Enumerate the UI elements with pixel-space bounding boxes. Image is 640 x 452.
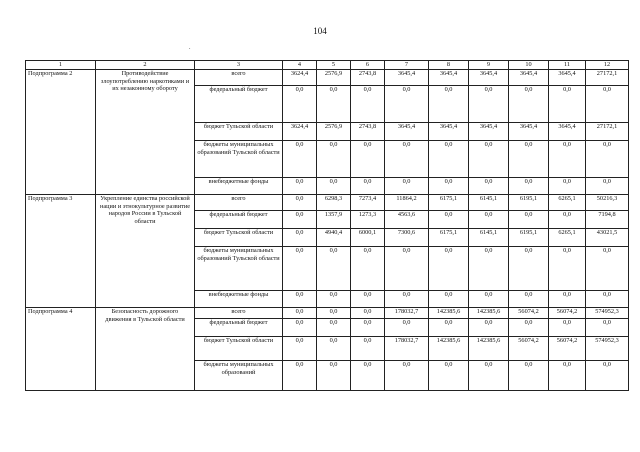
amount-cell: 0,0 — [549, 141, 586, 178]
amount-cell: 0,0 — [469, 319, 509, 337]
amount-cell: 50216,3 — [586, 195, 629, 211]
amount-cell: 11864,2 — [385, 195, 429, 211]
amount-cell: 3645,4 — [429, 123, 469, 141]
amount-cell: 3624,4 — [283, 70, 317, 86]
funding-source: внебюджетные фонды — [195, 178, 283, 195]
amount-cell: 6145,1 — [469, 195, 509, 211]
amount-cell: 2743,8 — [351, 123, 385, 141]
amount-cell: 0,0 — [283, 86, 317, 123]
column-number: 9 — [469, 61, 509, 70]
amount-cell: 0,0 — [549, 247, 586, 291]
funding-source: всего — [195, 70, 283, 86]
amount-cell: 6000,1 — [351, 229, 385, 247]
amount-cell: 0,0 — [385, 86, 429, 123]
amount-cell: 6175,1 — [429, 195, 469, 211]
amount-cell: 6175,1 — [429, 229, 469, 247]
amount-cell: 0,0 — [586, 141, 629, 178]
budget-table — [25, 60, 629, 391]
amount-cell: 178032,7 — [385, 337, 429, 361]
amount-cell: 0,0 — [509, 86, 549, 123]
amount-cell: 0,0 — [351, 337, 385, 361]
amount-cell: 0,0 — [549, 211, 586, 229]
amount-cell: 1357,9 — [317, 211, 351, 229]
amount-cell: 0,0 — [469, 361, 509, 391]
amount-cell: 0,0 — [469, 141, 509, 178]
amount-cell: 1273,3 — [351, 211, 385, 229]
amount-cell: 0,0 — [351, 308, 385, 319]
amount-cell: 0,0 — [429, 141, 469, 178]
amount-cell: 0,0 — [283, 141, 317, 178]
funding-source: бюджет Тульской области — [195, 229, 283, 247]
table-body — [26, 70, 629, 391]
amount-cell: 0,0 — [317, 141, 351, 178]
amount-cell: 0,0 — [351, 178, 385, 195]
amount-cell: 3645,4 — [385, 123, 429, 141]
amount-cell: 4563,6 — [385, 211, 429, 229]
amount-cell: 0,0 — [283, 229, 317, 247]
amount-cell: 0,0 — [317, 319, 351, 337]
amount-cell: 0,0 — [429, 319, 469, 337]
amount-cell: 27172,1 — [586, 70, 629, 86]
amount-cell: 6195,1 — [509, 229, 549, 247]
amount-cell: 6265,1 — [549, 229, 586, 247]
amount-cell: 3645,4 — [385, 70, 429, 86]
amount-cell: 0,0 — [509, 211, 549, 229]
amount-cell: 178032,7 — [385, 308, 429, 319]
column-number: 6 — [351, 61, 385, 70]
amount-cell: 0,0 — [509, 291, 549, 308]
amount-cell: 0,0 — [509, 247, 549, 291]
subprogram-title: Укрепление единства российской нации и этнокультурное развитие народов России в Тульской области — [96, 195, 195, 308]
amount-cell: 0,0 — [385, 141, 429, 178]
amount-cell: 7273,4 — [351, 195, 385, 211]
amount-cell: 142385,6 — [469, 337, 509, 361]
column-number: 12 — [586, 61, 629, 70]
amount-cell: 0,0 — [429, 291, 469, 308]
amount-cell: 0,0 — [351, 247, 385, 291]
amount-cell: 0,0 — [549, 361, 586, 391]
amount-cell: 0,0 — [317, 337, 351, 361]
amount-cell: 3645,4 — [549, 123, 586, 141]
column-number: 5 — [317, 61, 351, 70]
column-number: 1 — [26, 61, 96, 70]
amount-cell: 2743,8 — [351, 70, 385, 86]
amount-cell: 2576,9 — [317, 123, 351, 141]
subprogram-label: Подпрограмма 4 — [26, 308, 96, 391]
amount-cell: 142385,6 — [469, 308, 509, 319]
amount-cell: 6145,1 — [469, 229, 509, 247]
amount-cell: 0,0 — [351, 141, 385, 178]
amount-cell: 3645,4 — [509, 70, 549, 86]
amount-cell: 0,0 — [509, 361, 549, 391]
table-row — [26, 308, 629, 319]
amount-cell: 0,0 — [509, 178, 549, 195]
amount-cell: 6298,3 — [317, 195, 351, 211]
page-number: 104 — [313, 26, 327, 36]
amount-cell: 0,0 — [586, 86, 629, 123]
amount-cell: 0,0 — [549, 86, 586, 123]
amount-cell: 0,0 — [429, 211, 469, 229]
amount-cell: 0,0 — [509, 141, 549, 178]
subprogram-title: Противодействие злоупотреблению наркотиками и их незаконному обороту — [96, 70, 195, 195]
amount-cell: 0,0 — [351, 86, 385, 123]
funding-source: бюджеты муниципальных образований — [195, 361, 283, 391]
amount-cell: 0,0 — [283, 319, 317, 337]
amount-cell: 0,0 — [429, 247, 469, 291]
amount-cell: 0,0 — [469, 178, 509, 195]
amount-cell: 0,0 — [317, 247, 351, 291]
amount-cell: 7194,8 — [586, 211, 629, 229]
column-number: 10 — [509, 61, 549, 70]
amount-cell: 3645,4 — [429, 70, 469, 86]
amount-cell: 0,0 — [283, 361, 317, 391]
amount-cell: 0,0 — [586, 291, 629, 308]
amount-cell: 0,0 — [317, 86, 351, 123]
amount-cell: 0,0 — [283, 195, 317, 211]
amount-cell: 0,0 — [586, 361, 629, 391]
amount-cell: 56074,2 — [549, 308, 586, 319]
amount-cell: 43021,5 — [586, 229, 629, 247]
funding-source: внебюджетные фонды — [195, 291, 283, 308]
funding-source: бюджет Тульской области — [195, 337, 283, 361]
funding-source: всего — [195, 308, 283, 319]
amount-cell: 4940,4 — [317, 229, 351, 247]
column-number: 4 — [283, 61, 317, 70]
amount-cell: 7300,6 — [385, 229, 429, 247]
amount-cell: 0,0 — [317, 291, 351, 308]
amount-cell: 0,0 — [317, 178, 351, 195]
funding-source: бюджеты муниципальных образований Тульской области — [195, 141, 283, 178]
amount-cell: 6195,1 — [509, 195, 549, 211]
amount-cell: 6265,1 — [549, 195, 586, 211]
funding-source: бюджет Тульской области — [195, 123, 283, 141]
column-number: 11 — [549, 61, 586, 70]
column-number: 8 — [429, 61, 469, 70]
amount-cell: 574952,3 — [586, 308, 629, 319]
amount-cell: 0,0 — [351, 319, 385, 337]
amount-cell: 0,0 — [385, 361, 429, 391]
amount-cell: 0,0 — [385, 178, 429, 195]
amount-cell: 0,0 — [586, 178, 629, 195]
funding-source: федеральный бюджет — [195, 319, 283, 337]
table-row — [26, 195, 629, 211]
amount-cell: 0,0 — [429, 86, 469, 123]
amount-cell: 0,0 — [586, 247, 629, 291]
subprogram-label: Подпрограмма 3 — [26, 195, 96, 308]
stray-dot: . — [189, 45, 191, 51]
amount-cell: 56074,2 — [509, 308, 549, 319]
table-row — [26, 70, 629, 86]
amount-cell: 0,0 — [549, 178, 586, 195]
funding-source: федеральный бюджет — [195, 86, 283, 123]
funding-source: бюджеты муниципальных образований Тульской области — [195, 247, 283, 291]
amount-cell: 3645,4 — [469, 123, 509, 141]
amount-cell: 3645,4 — [549, 70, 586, 86]
amount-cell: 0,0 — [385, 247, 429, 291]
amount-cell: 56074,2 — [549, 337, 586, 361]
amount-cell: 0,0 — [317, 308, 351, 319]
subprogram-label: Подпрограмма 2 — [26, 70, 96, 195]
amount-cell: 0,0 — [351, 361, 385, 391]
amount-cell: 0,0 — [549, 319, 586, 337]
amount-cell: 0,0 — [549, 291, 586, 308]
amount-cell: 3624,4 — [283, 123, 317, 141]
amount-cell: 0,0 — [283, 308, 317, 319]
amount-cell: 0,0 — [283, 211, 317, 229]
amount-cell: 3645,4 — [469, 70, 509, 86]
amount-cell: 56074,2 — [509, 337, 549, 361]
amount-cell: 0,0 — [509, 319, 549, 337]
amount-cell: 0,0 — [283, 291, 317, 308]
amount-cell: 574952,3 — [586, 337, 629, 361]
amount-cell: 0,0 — [469, 247, 509, 291]
column-number: 3 — [195, 61, 283, 70]
amount-cell: 0,0 — [385, 291, 429, 308]
amount-cell: 0,0 — [469, 211, 509, 229]
amount-cell: 0,0 — [283, 178, 317, 195]
amount-cell: 142385,6 — [429, 337, 469, 361]
amount-cell: 0,0 — [429, 361, 469, 391]
subprogram-title: Безопасность дорожного движения в Тульской области — [96, 308, 195, 391]
amount-cell: 142385,6 — [429, 308, 469, 319]
amount-cell: 2576,9 — [317, 70, 351, 86]
amount-cell: 0,0 — [283, 337, 317, 361]
funding-source: всего — [195, 195, 283, 211]
amount-cell: 0,0 — [283, 247, 317, 291]
column-number: 7 — [385, 61, 429, 70]
amount-cell: 0,0 — [317, 361, 351, 391]
amount-cell: 0,0 — [469, 291, 509, 308]
column-number: 2 — [96, 61, 195, 70]
amount-cell: 0,0 — [351, 291, 385, 308]
amount-cell: 0,0 — [469, 86, 509, 123]
amount-cell: 0,0 — [385, 319, 429, 337]
amount-cell: 0,0 — [586, 319, 629, 337]
amount-cell: 0,0 — [429, 178, 469, 195]
column-number-row — [26, 61, 629, 70]
amount-cell: 3645,4 — [509, 123, 549, 141]
funding-source: федеральный бюджет — [195, 211, 283, 229]
amount-cell: 27172,1 — [586, 123, 629, 141]
